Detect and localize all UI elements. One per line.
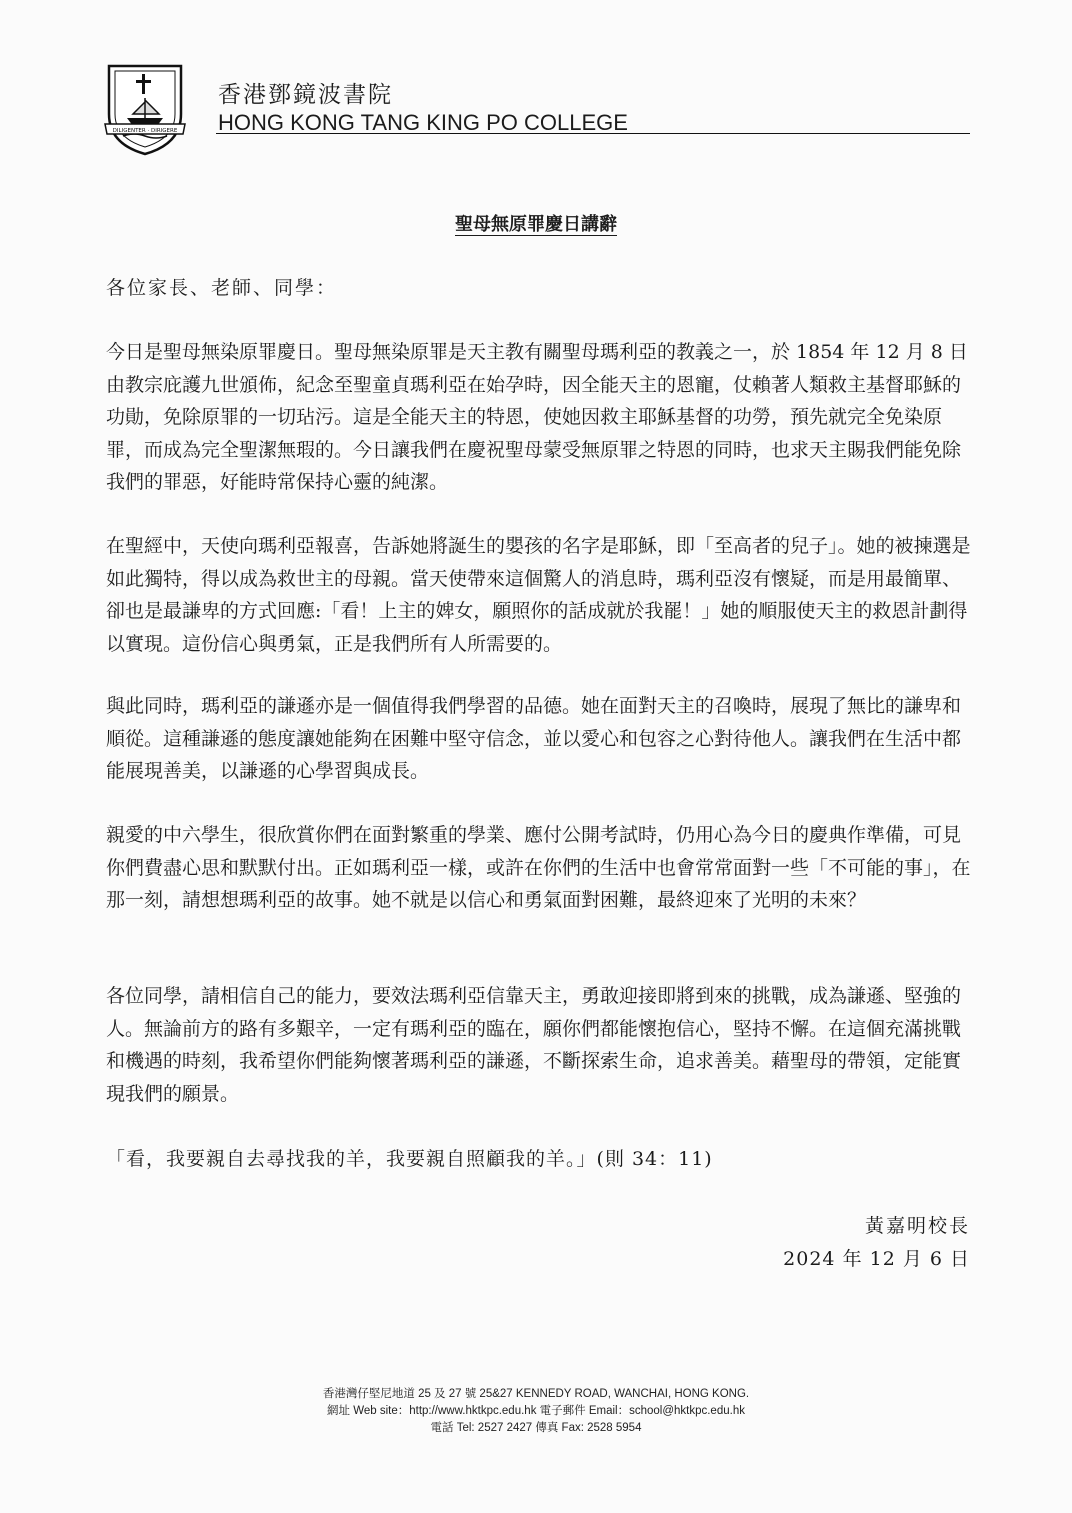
paragraph-5: 各位同學，請相信自己的能力，要效法瑪利亞信靠天主，勇敢迎接即將到來的挑戰，成為謙遜、堅強的人。無論前方的路有多艱辛，一定有瑪利亞的臨在，願你們都能懷抱信心，堅持不懈。在這個充滿挑戰和機遇的時刻，我希望你們能夠懷著瑪利亞的謙遜，不斷探索生命，追求善美。藉聖母的帶領，定能實現我們的願景。 [106,985,962,1105]
footer [0,1386,1072,1437]
salutation: 各位家長、老師、同學： [106,277,338,299]
paragraph-1: 今日是聖母無染原罪慶日。聖母無染原罪是天主教有關聖母瑪利亞的教義之一，於 1854 年 12 月 8 日由教宗庇護九世頒佈，紀念至聖童貞瑪利亞在始孕時，因全能天主的恩寵，仗賴著人類救主基督耶穌的功勛，免除原罪的一切玷污。這是全能天主的特恩，使她因救主耶穌基督的功勞，預先就完全免染原罪，而成為完全聖潔無瑕的。今日讓我們在慶祝聖母蒙受無原罪之特恩的同時，也求天主賜我們能免除我們的罪惡，好能時常保持心靈的純潔。 [106,341,968,493]
scripture-quote: 「看，我要親自去尋找我的羊，我要親自照顧我的羊。」(則 34：11) [106,1148,713,1170]
paragraph-2: 在聖經中，天使向瑪利亞報喜，告訴她將誕生的嬰孩的名字是耶穌，即「至高者的兒子」。她的被揀選是如此獨特，得以成為救世主的母親。當天使帶來這個驚人的消息時，瑪利亞沒有懷疑，而是用最簡單、卻也是最謙卑的方式回應:「看！上主的婢女，願照你的話成就於我罷！」她的順服使天主的救恩計劃得以實現。這份信心與勇氣，正是我們所有人所需要的。 [106,535,971,655]
letterhead-divider [216,133,970,134]
svg-text:DILIGENTER · DIRIGERE: DILIGENTER · DIRIGERE [112,128,178,134]
letter-date: 2024 年 12 月 6 日 [783,1248,970,1270]
paragraph-3: 與此同時，瑪利亞的謙遜亦是一個值得我們學習的品德。她在面對天主的召喚時，展現了無比的謙卑和順從。這種謙遜的態度讓她能夠在困難中堅守信念，並以愛心和包容之心對待他人。讓我們在生活中都能展現善美，以謙遜的心學習與成長。 [106,695,962,782]
speech-title [0,210,1072,236]
footer-address: 香港灣仔堅尼地道 25 及 27 號 25&27 KENNEDY ROAD, WANCHAI, HONG KONG. [322,1388,750,1400]
speech-title-text: 聖母無原罪慶日講辭 [455,214,617,235]
school-name-chinese: 香港鄧鏡波書院 [218,82,393,108]
footer-web-email: 網址 Web site：http://www.hktkpc.edu.hk 電子郵件 Email：school@hktkpc.edu.hk [327,1405,745,1417]
signer-name: 黃嘉明校長 [864,1215,970,1237]
footer-phone-fax: 電話 Tel: 2527 2427 傳真 Fax: 2528 5954 [430,1422,642,1434]
school-name-english: HONG KONG TANG KING PO COLLEGE [218,110,628,135]
paragraph-4: 親愛的中六學生，很欣賞你們在面對繁重的學業、應付公開考試時，仍用心為今日的慶典作準備，可見你們費盡心思和默默付出。正如瑪利亞一樣，或許在你們的生活中也會常常面對一些「不可能的事」，在那一刻，請想想瑪利亞的故事。她不就是以信心和勇氣面對困難，最終迎來了光明的未來？ [106,824,971,911]
school-crest-logo [103,56,187,156]
